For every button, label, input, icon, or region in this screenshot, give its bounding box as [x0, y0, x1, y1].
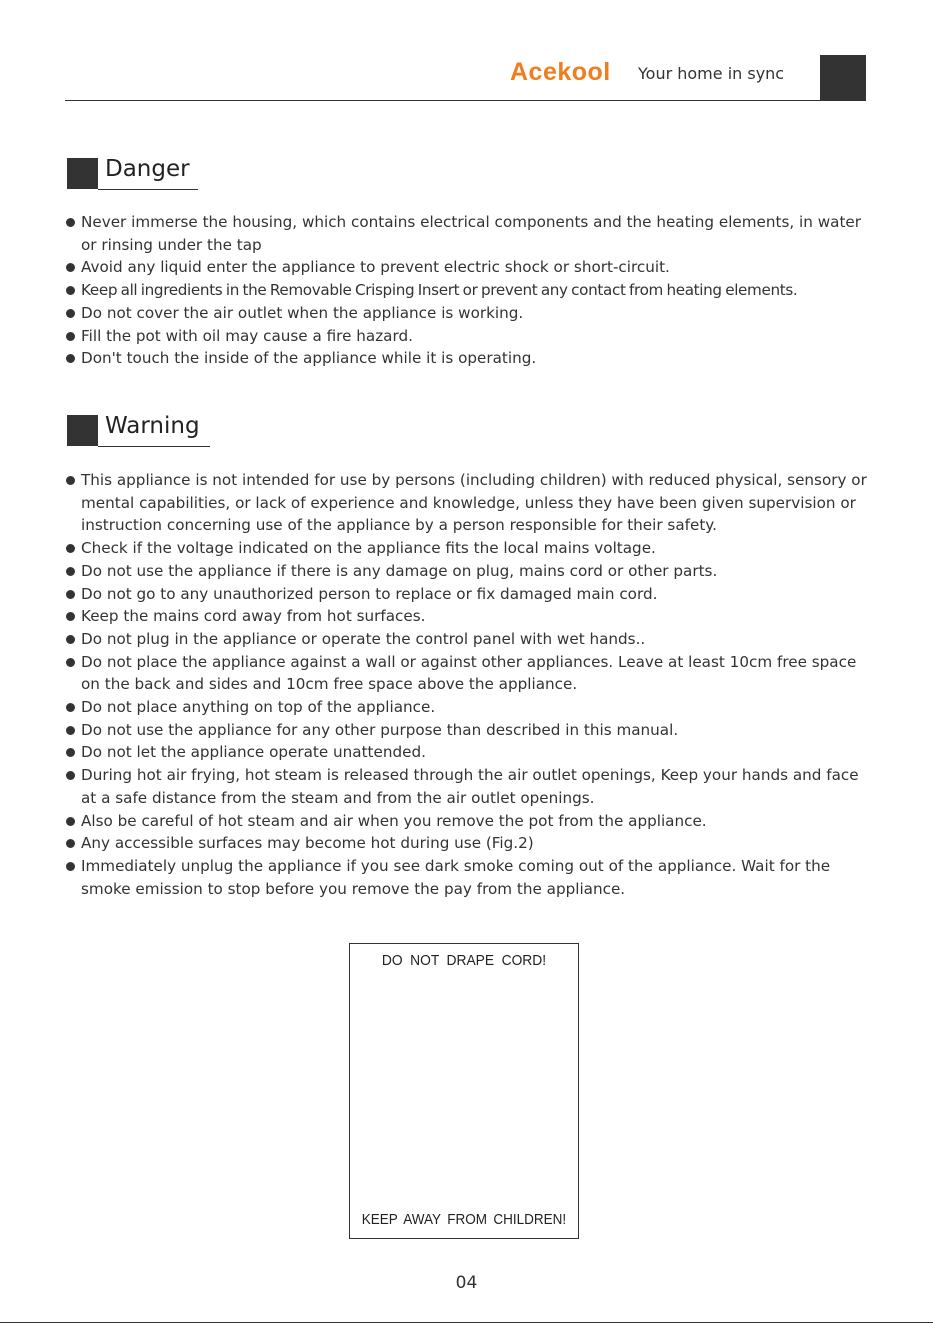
bullet-icon	[66, 658, 75, 667]
bullet-icon	[66, 726, 75, 735]
list-item	[65, 583, 867, 606]
page-number: 04	[455, 1273, 478, 1293]
warning-heading-underline	[98, 446, 210, 447]
bullet-icon	[66, 748, 75, 757]
list-item	[65, 605, 867, 628]
list-item	[65, 719, 867, 742]
bullet-icon	[66, 771, 75, 780]
list-item	[65, 741, 867, 764]
list-item	[65, 325, 867, 348]
list-item	[65, 832, 867, 855]
warning-list	[65, 469, 867, 900]
bullet-icon	[66, 839, 75, 848]
list-item-text: Don't touch the inside of the appliance while it is operating.	[81, 349, 537, 368]
list-item-text: During hot air frying, hot steam is released through the air outlet openings, Keep your hands and face at a safe distance from the steam and from the air outlet openings.	[81, 766, 859, 807]
label-bottom-text: KEEP AWAY FROM CHILDREN!	[361, 1211, 567, 1228]
list-item-text: Do not let the appliance operate unattended.	[81, 743, 426, 762]
list-item-text: Immediately unplug the appliance if you see dark smoke coming out of the appliance. Wait for the smoke emission to stop before you remove the pay from the appliance.	[81, 856, 831, 898]
list-item-text: Avoid any liquid enter the appliance to prevent electric shock or short-circuit.	[81, 258, 670, 277]
warning-heading-marker	[67, 415, 98, 446]
warning-heading-title: Warning	[105, 413, 200, 439]
list-item	[65, 347, 867, 370]
list-item	[65, 560, 867, 583]
bullet-icon	[66, 567, 75, 576]
bullet-icon	[66, 544, 75, 553]
bullet-icon	[66, 817, 75, 826]
list-item-text: Do not use the appliance if there is any damage on plug, mains cord or other parts.	[81, 561, 718, 580]
list-item-text: Never immerse the housing, which contains electrical components and the heating elements, in water or rinsing under the tap	[81, 213, 861, 254]
list-item	[65, 211, 867, 256]
list-item-text: Do not cover the air outlet when the appliance is working.	[81, 303, 524, 322]
danger-heading-title: Danger	[105, 156, 190, 182]
list-item	[65, 764, 867, 809]
list-item-text: This appliance is not intended for use by persons (including children) with reduced physical, sensory or mental capabilities, or lack of experience and knowledge, unless they have been given supervision or instruction concerning use of the appliance by a person responsible for their safety.	[81, 471, 867, 535]
list-item	[65, 469, 867, 537]
bullet-icon	[66, 703, 75, 712]
header-tab-block	[820, 55, 866, 101]
brand-tagline: Your home in sync	[638, 64, 785, 83]
list-item	[65, 256, 867, 279]
cord-warning-label	[349, 943, 579, 1239]
list-item-text: Check if the voltage indicated on the appliance fits the local mains voltage.	[81, 539, 656, 558]
list-item	[65, 628, 867, 651]
list-item-text: Fill the pot with oil may cause a fire hazard.	[81, 326, 413, 345]
list-item	[65, 651, 867, 696]
label-top-text: DO NOT DRAPE CORD!	[381, 952, 547, 969]
danger-heading-underline	[98, 189, 198, 190]
bullet-icon	[66, 590, 75, 599]
list-item-text: Do not go to any unauthorized person to replace or fix damaged main cord.	[81, 584, 658, 603]
list-item-text: Do not place the appliance against a wall or against other appliances. Leave at least 10cm free space on the back and sides and 10cm free space above the appliance.	[81, 652, 857, 694]
danger-list	[65, 211, 867, 370]
list-item-text: Keep all ingredients in the Removable Crisping Insert or prevent any contact from heating elements.	[81, 281, 798, 300]
danger-heading-marker	[67, 158, 98, 189]
list-item-text: Keep the mains cord away from hot surfaces.	[81, 607, 426, 626]
list-item-text: Do not use the appliance for any other purpose than described in this manual.	[81, 720, 679, 739]
list-item	[65, 302, 867, 325]
bullet-icon	[66, 476, 75, 485]
list-item	[65, 537, 867, 560]
brand-logo: Acekool	[510, 58, 611, 86]
bullet-icon	[66, 332, 75, 341]
list-item-text: Any accessible surfaces may become hot during use (Fig.2)	[81, 834, 534, 853]
header-divider	[65, 100, 866, 101]
bullet-icon	[66, 286, 75, 295]
list-item-text: Do not place anything on top of the appliance.	[81, 698, 436, 717]
bullet-icon	[66, 635, 75, 644]
footer-divider	[0, 1322, 933, 1323]
list-item-text: Also be careful of hot steam and air when you remove the pot from the appliance.	[81, 811, 707, 830]
list-item-text: Do not plug in the appliance or operate the control panel with wet hands..	[81, 629, 646, 648]
bullet-icon	[66, 862, 75, 871]
list-item	[65, 696, 867, 719]
list-item	[65, 810, 867, 833]
bullet-icon	[66, 218, 75, 227]
bullet-icon	[66, 263, 75, 272]
bullet-icon	[66, 354, 75, 363]
bullet-icon	[66, 309, 75, 318]
bullet-icon	[66, 612, 75, 621]
list-item	[65, 279, 867, 302]
list-item	[65, 855, 867, 900]
